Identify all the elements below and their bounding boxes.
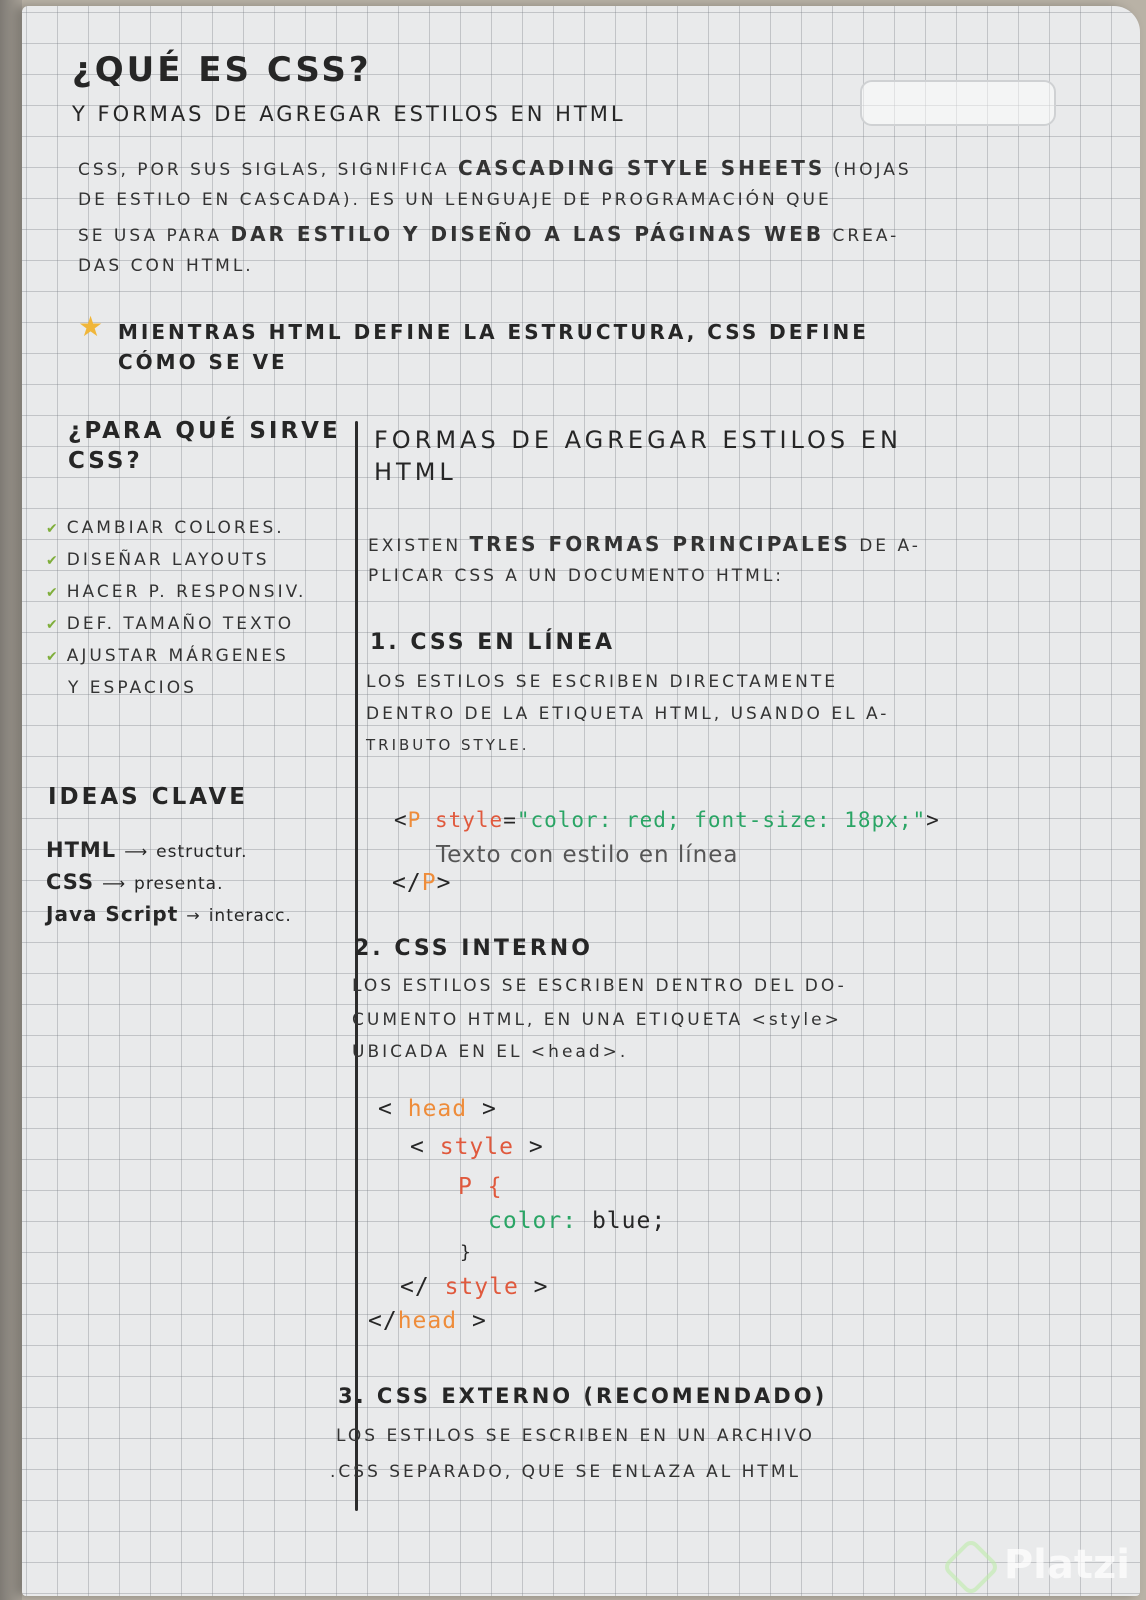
idea-row [46,902,292,926]
star-icon: ★ [78,310,106,343]
code-bracket: </ [368,1308,398,1334]
code-bracket: </ [400,1274,430,1300]
code-line-style-open [410,1134,544,1160]
idea-row [46,838,248,862]
intro-text: CREA- [824,226,900,246]
list-item-label: DEF. TAMAÑO TEXTO [66,614,295,634]
ideas-heading: IDEAS CLAVE [48,784,249,810]
uses-heading-1: ¿PARA QUÉ SIRVE [68,418,341,444]
code-property: color: [488,1208,578,1234]
arrow-right-icon: ⟶ [124,842,149,861]
list-item-label: AJUSTAR MÁRGENES [66,646,289,666]
code-tag: P [407,808,422,832]
forms-intro-text: DE A- [850,536,921,556]
forms-intro-text: EXISTEN [368,536,470,556]
highlight-line-2: CÓMO SE VE [118,350,288,374]
method3-desc-1: LOS ESTILOS SE ESCRIBEN EN UN ARCHIVO [336,1426,815,1446]
method2-desc-1: LOS ESTILOS SE ESCRIBEN DENTRO DEL DO- [352,976,847,996]
inline-code-close [392,870,451,896]
list-item [46,550,270,570]
forms-intro-1 [368,532,921,556]
notebook-binding [0,0,22,1600]
inline-code-text: Texto con estilo en línea [436,842,739,868]
intro-emphasis: CASCADING STYLE SHEETS [458,156,826,180]
code-bracket: > [436,870,452,896]
list-item-label: HACER P. RESPONSIV. [66,582,307,602]
list-item [46,518,285,538]
method2-desc-2: CUMENTO HTML, EN UNA ETIQUETA <style> [352,1010,842,1030]
code-tag: style [439,1134,514,1160]
code-tag: head [407,1096,468,1122]
idea-desc: presenta. [134,874,224,894]
decorative-tab-box [860,80,1056,126]
code-bracket: < [378,1096,393,1122]
idea-term: Java Script [46,902,179,926]
list-item-label: DISEÑAR LAYOUTS [66,550,270,570]
method1-desc-2: DENTRO DE LA ETIQUETA HTML, USANDO EL A- [366,704,890,724]
checkmark-icon: ✔ [46,521,61,537]
intro-line-2: DE ESTILO EN CASCADA). ES UN LENGUAJE DE PROGRAMACIÓN QUE [78,190,832,210]
forms-heading-2: HTML [374,458,457,486]
method3-desc-2: .CSS SEPARADO, QUE SE ENLAZA AL HTML [330,1462,801,1482]
idea-term: CSS [46,870,95,894]
code-bracket: < [394,808,408,832]
checkmark-icon: ✔ [46,585,61,601]
code-value: blue; [591,1208,667,1234]
uses-heading-2: CSS? [68,448,143,474]
idea-desc: estructur. [156,842,248,862]
code-line-declaration [488,1208,666,1234]
intro-emphasis: DAR ESTILO Y DISEÑO A LAS PÁGINAS WEB [230,222,825,246]
code-line-head-open [378,1096,497,1122]
page-title: ¿QUÉ ES CSS? [72,50,372,90]
code-bracket: > [533,1274,549,1300]
list-item [46,646,289,666]
notebook-page [22,6,1140,1596]
page-subtitle: Y FORMAS DE AGREGAR ESTILOS EN HTML [72,102,626,126]
intro-line-1 [78,156,912,180]
platzi-watermark [950,1542,1130,1588]
code-equals: = [503,808,517,832]
method1-title: 1. CSS EN LÍNEA [370,630,616,655]
watermark-text: Platzi [1003,1542,1130,1588]
intro-text: SE USA PARA [78,226,231,246]
code-tag: style [444,1274,519,1300]
list-item-label: CAMBIAR COLORES. [66,518,285,538]
code-line-brace-close: } [460,1242,472,1263]
inline-code-open [394,808,940,832]
idea-row [46,870,224,894]
intro-line-3 [78,222,899,246]
code-line-selector: P { [458,1174,503,1200]
method2-title: 2. CSS INTERNO [354,936,593,961]
code-bracket: </ [392,870,422,896]
checkmark-icon: ✔ [46,649,61,665]
code-bracket: > [528,1134,544,1160]
code-tag: head [397,1308,458,1334]
checkmark-icon: ✔ [46,617,61,633]
idea-desc: interacc. [208,906,292,926]
platzi-logo-icon [941,1537,1000,1596]
code-bracket: < [410,1134,425,1160]
code-line-style-close [400,1274,549,1300]
intro-line-4: DAS CON HTML. [78,256,254,276]
intro-text: CSS, POR SUS SIGLAS, SIGNIFICA [78,160,459,180]
highlight-line-1: MIENTRAS HTML DEFINE LA ESTRUCTURA, CSS DEFINE [118,320,869,344]
method3-title: 3. CSS EXTERNO (RECOMENDADO) [338,1384,828,1408]
code-bracket: > [481,1096,497,1122]
method2-desc-3: UBICADA EN EL <head>. [352,1042,629,1062]
arrow-right-icon: → [186,906,201,925]
code-bracket: > [926,808,940,832]
code-attr: style [434,808,504,832]
list-item [46,582,306,602]
method1-desc-3: TRIBUTO STYLE. [366,736,530,754]
checkmark-icon: ✔ [46,553,61,569]
list-item [46,614,294,634]
code-bracket: > [471,1308,487,1334]
column-divider [355,421,358,1511]
code-value: "color: red; font-size: 18px;" [516,808,927,832]
method1-desc-1: LOS ESTILOS SE ESCRIBEN DIRECTAMENTE [366,672,838,692]
forms-intro-2: PLICAR CSS A UN DOCUMENTO HTML: [368,566,785,586]
intro-text: (HOJAS [825,160,912,180]
arrow-right-icon: ⟶ [102,874,127,893]
code-tag: P [421,870,437,896]
list-item-continuation: Y ESPACIOS [68,678,197,698]
code-line-head-close [368,1308,487,1334]
idea-term: HTML [46,838,117,862]
forms-intro-emphasis: TRES FORMAS PRINCIPALES [469,532,851,556]
forms-heading-1: FORMAS DE AGREGAR ESTILOS EN [374,426,902,454]
